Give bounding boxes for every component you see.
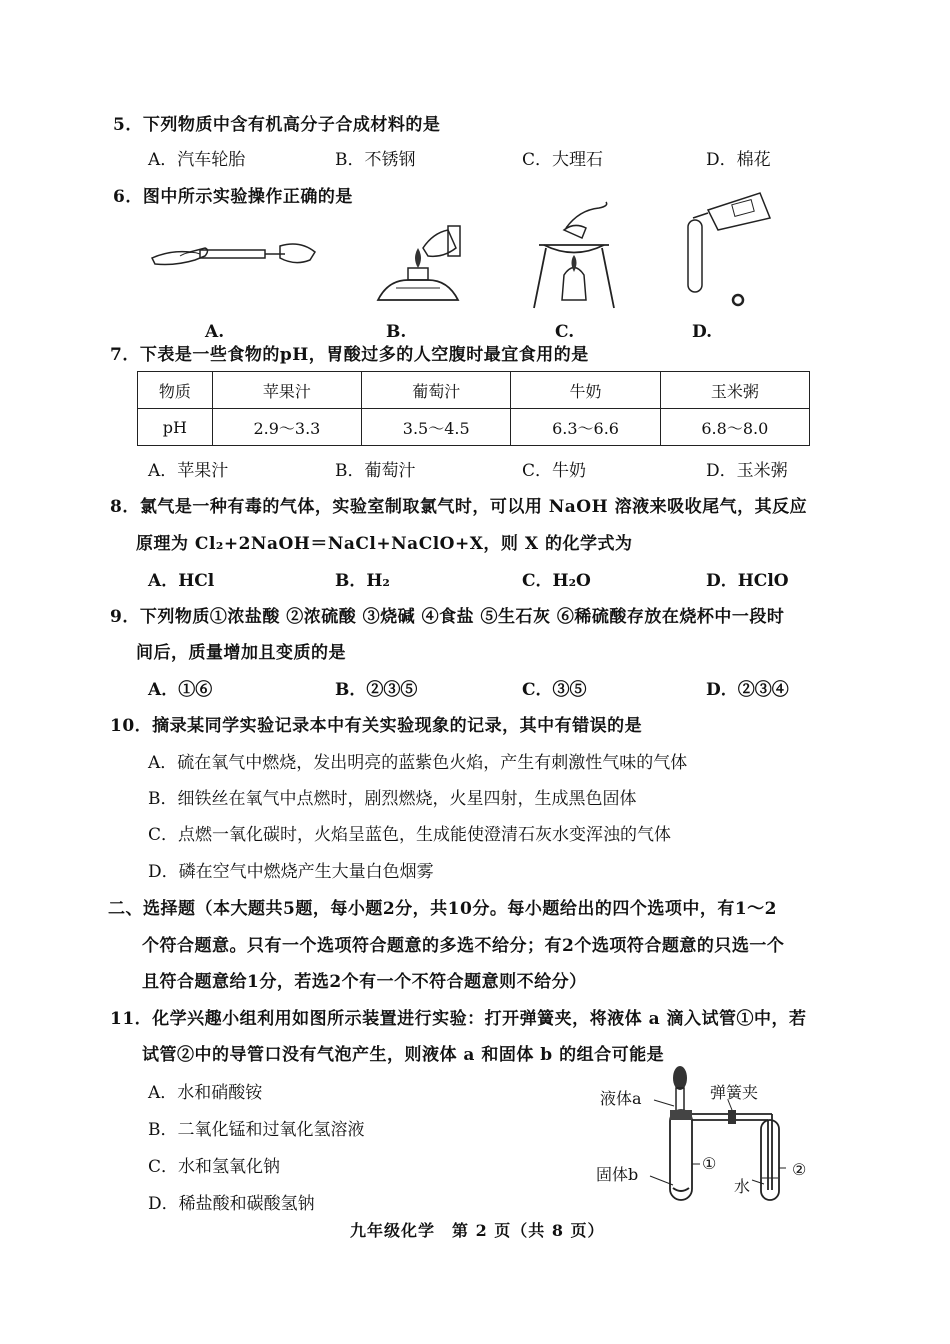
q6-figure-a xyxy=(150,228,320,278)
q5-stem: 5．下列物质中含有机高分子合成材料的是 xyxy=(113,115,441,135)
q7-option-c: C．牛奶 xyxy=(522,461,587,481)
table-cell: 6.3～6.6 xyxy=(511,409,660,446)
q11-option-b: B．二氧化锰和过氧化氢溶液 xyxy=(148,1120,365,1140)
q9-option-d: D．②③④ xyxy=(706,680,789,700)
q10-option-a: A．硫在氧气中燃烧，发出明亮的蓝紫色火焰，产生有刺激性气味的气体 xyxy=(148,753,688,773)
section2-line1: 二、选择题（本大题共5题，每小题2分，共10分。每小题给出的四个选项中，有1～2 xyxy=(108,899,777,919)
q7-option-d: D．玉米粥 xyxy=(706,461,788,481)
q8-stem-line2: 原理为 Cl₂+2NaOH＝NaCl+NaClO+X，则 X 的化学式为 xyxy=(136,534,633,554)
q7-option-b: B．葡萄汁 xyxy=(335,461,416,481)
ph-table xyxy=(137,371,810,446)
q10-option-b: B．细铁丝在氧气中点燃时，剧烈燃烧，火星四射，生成黑色固体 xyxy=(148,789,637,809)
apparatus-label-water: 水 xyxy=(734,1177,751,1196)
q11-option-c: C．水和氢氧化钠 xyxy=(148,1157,281,1177)
table-cell: pH xyxy=(138,409,213,446)
q11-option-a: A．水和硝酸铵 xyxy=(148,1083,263,1103)
q5-option-b: B．不锈钢 xyxy=(335,150,416,170)
q9-option-a: A．①⑥ xyxy=(148,680,213,700)
q7-stem: 7．下表是一些食物的pH，胃酸过多的人空腹时最宜食用的是 xyxy=(110,345,589,365)
table-row xyxy=(138,372,810,409)
q6-figure-b xyxy=(368,218,468,318)
q10-option-c: C．点燃一氧化碳时，火焰呈蓝色，生成能使澄清石灰水变浑浊的气体 xyxy=(148,825,672,845)
q6-label-b: B. xyxy=(386,322,407,342)
table-cell: 苹果汁 xyxy=(212,372,361,409)
q9-stem-line2: 间后，质量增加且变质的是 xyxy=(136,643,346,663)
q8-option-a: A．HCl xyxy=(148,571,215,591)
q6-label-c: C. xyxy=(555,322,575,342)
table-row xyxy=(138,409,810,446)
table-cell: 物质 xyxy=(138,372,213,409)
q8-stem-line1: 8．氯气是一种有毒的气体，实验室制取氯气时，可以用 NaOH 溶液来吸收尾气，其反应 xyxy=(110,497,808,517)
q5-option-d: D．棉花 xyxy=(706,150,771,170)
q11-stem-line2: 试管②中的导管口没有气泡产生，则液体 a 和固体 b 的组合可能是 xyxy=(142,1045,665,1065)
table-cell: 6.8～8.0 xyxy=(660,409,809,446)
q5-option-a: A．汽车轮胎 xyxy=(148,150,246,170)
q6-figure-d xyxy=(678,188,778,313)
table-cell: 葡萄汁 xyxy=(362,372,511,409)
table-cell: 玉米粥 xyxy=(660,372,809,409)
q6-figure-c xyxy=(524,200,624,315)
q11-option-d: D．稀盐酸和碳酸氢钠 xyxy=(148,1194,315,1214)
apparatus-label-clamp: 弹簧夹 xyxy=(710,1083,759,1102)
q6-stem: 6．图中所示实验操作正确的是 xyxy=(113,187,353,207)
q8-option-d: D．HClO xyxy=(706,571,789,591)
section2-line2: 个符合题意。只有一个选项符合题意的多选不给分；有2个选项符合题意的只选一个 xyxy=(142,936,785,956)
q10-option-d: D．磷在空气中燃烧产生大量白色烟雾 xyxy=(148,862,434,882)
apparatus-label-liquid-a: 液体a xyxy=(600,1089,642,1108)
q6-label-a: A. xyxy=(205,322,225,342)
apparatus-label-solid-b: 固体b xyxy=(596,1165,639,1184)
q11-stem-line1: 11．化学兴趣小组利用如图所示装置进行实验：打开弹簧夹，将液体 a 滴入试管①中，若 xyxy=(110,1009,807,1029)
q6-label-d: D. xyxy=(692,322,713,342)
q8-option-c: C．H₂O xyxy=(522,571,591,591)
section2-line3: 且符合题意给1分，若选2个有一个不符合题意则不给分） xyxy=(142,972,587,992)
q9-option-b: B．②③⑤ xyxy=(335,680,418,700)
apparatus-label-tube2: ② xyxy=(792,1160,807,1179)
q10-stem: 10．摘录某同学实验记录本中有关实验现象的记录，其中有错误的是 xyxy=(110,716,643,736)
apparatus-label-tube1: ① xyxy=(702,1154,717,1173)
table-cell: 2.9～3.3 xyxy=(212,409,361,446)
q7-option-a: A．苹果汁 xyxy=(148,461,229,481)
q9-option-c: C．③⑤ xyxy=(522,680,587,700)
q8-option-b: B．H₂ xyxy=(335,571,390,591)
table-cell: 牛奶 xyxy=(511,372,660,409)
q9-stem-line1: 9．下列物质①浓盐酸 ②浓硫酸 ③烧碱 ④食盐 ⑤生石灰 ⑥稀硫酸存放在烧杯中一段时 xyxy=(110,607,785,627)
page-footer: 九年级化学 第 2 页（共 8 页） xyxy=(350,1221,605,1240)
q5-option-c: C．大理石 xyxy=(522,150,604,170)
table-cell: 3.5～4.5 xyxy=(362,409,511,446)
